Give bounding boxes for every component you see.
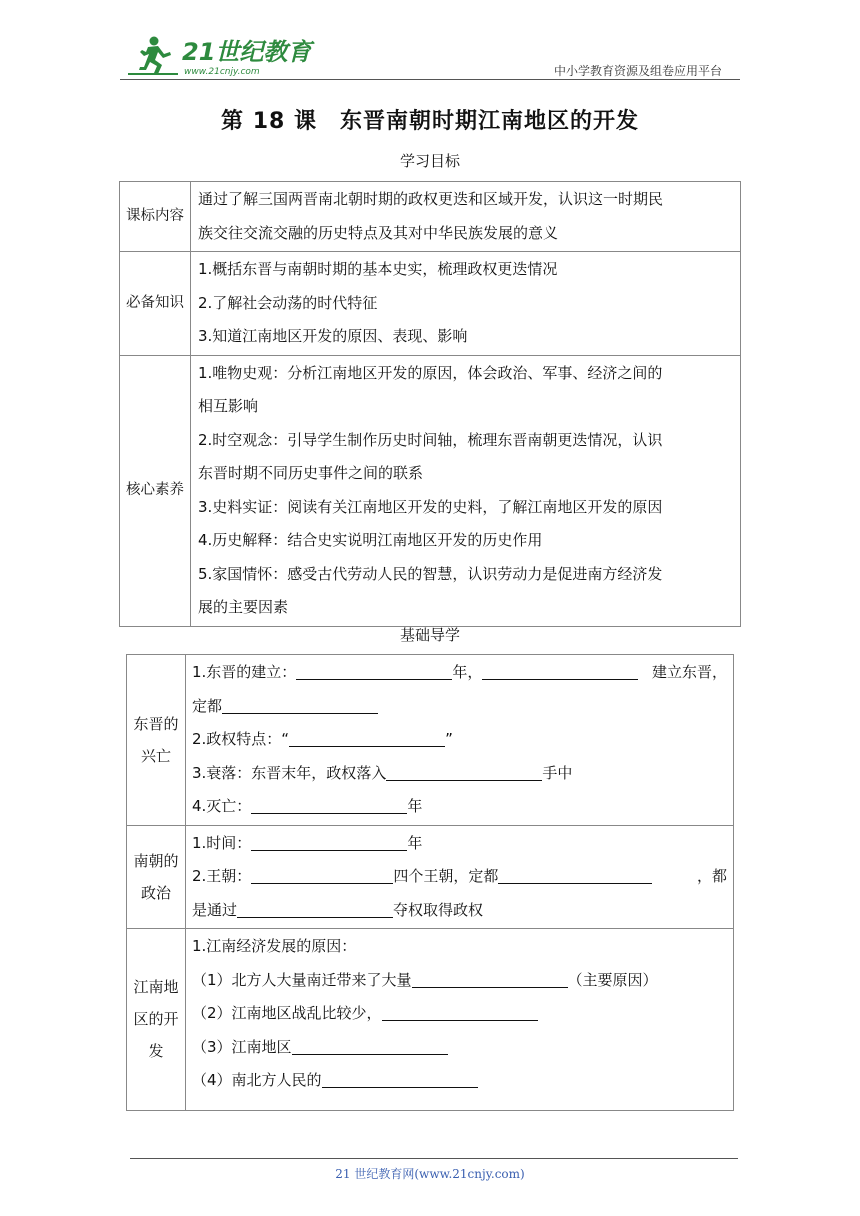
row-key: 核心素养: [120, 355, 191, 626]
label: ”: [445, 730, 453, 748]
label: 2.王朝：: [192, 867, 252, 885]
fill-blank[interactable]: [292, 1036, 448, 1055]
text-line: 3.知道江南地区开发的原因、表现、影响: [198, 327, 468, 345]
text-line: 东晋时期不同历史事件之间的联系: [198, 464, 424, 482]
logo-text: 21世纪教育: [182, 38, 312, 66]
table-row: [120, 355, 741, 626]
table-row: [120, 252, 741, 356]
row-key-text: 东晋的兴亡: [133, 714, 179, 765]
fill-blank[interactable]: [412, 969, 568, 988]
text-line: 5.家国情怀：感受古代劳动人民的智慧，认识劳动力是促进南方经济发: [198, 564, 663, 583]
fill-blank[interactable]: [222, 695, 378, 714]
text-line: [192, 723, 727, 757]
header-divider: [120, 79, 740, 80]
text-line: 族交往交流交融的历史特点及其对中华民族发展的意义: [198, 223, 559, 242]
label: （2）江南地区战乱比较少，: [192, 1004, 382, 1022]
section-heading-goals: 学习目标: [399, 152, 460, 170]
label: （4）南北方人民的: [192, 1071, 322, 1089]
row-key-text: 南朝的政治: [133, 851, 179, 902]
fill-blank[interactable]: [322, 1069, 478, 1088]
label: （主要原因）: [567, 970, 658, 989]
row-value: [191, 182, 741, 252]
label: 手中: [542, 763, 573, 782]
fill-blank[interactable]: [296, 661, 452, 680]
fill-blank[interactable]: [382, 1002, 538, 1021]
text-line: [192, 1064, 727, 1098]
text-line: 4.历史解释：结合史实说明江南地区开发的历史作用: [198, 531, 543, 549]
label: 定都: [192, 696, 223, 715]
label: ，都: [696, 867, 727, 885]
label: 3.衰落：东晋末年，政权落入: [192, 763, 387, 782]
row-key: [127, 655, 186, 826]
row-value: [186, 825, 734, 929]
label: 年: [407, 797, 423, 815]
row-key: [127, 825, 186, 929]
text-line: 通过了解三国两晋南北朝时期的政权更迭和区域开发，认识这一时期民: [198, 190, 664, 208]
fill-blank[interactable]: [251, 832, 407, 851]
text-line: [192, 997, 727, 1031]
label: 是通过: [192, 900, 238, 919]
text-line: 1.概括东晋与南朝时期的基本史实，梳理政权更迭情况: [198, 260, 558, 278]
text-line: [192, 894, 727, 928]
row-value: [186, 655, 734, 826]
label: 1.时间：: [192, 833, 252, 852]
label: 1.东晋的建立：: [192, 663, 297, 681]
row-key: 课标内容: [120, 182, 191, 252]
logo: [124, 34, 324, 78]
footer-divider: [130, 1158, 738, 1159]
table-row: [127, 929, 734, 1111]
text-line: [192, 790, 727, 824]
guide-table: [126, 654, 734, 1111]
goals-table: [119, 181, 741, 627]
row-value: [186, 929, 734, 1111]
label: 四个王朝，定都: [393, 867, 499, 885]
footer-link[interactable]: 21 世纪教育网(www.21cnjy.com): [335, 1167, 525, 1181]
text-line: 2.时空观念：引导学生制作历史时间轴，梳理东晋南朝更迭情况，认识: [198, 430, 663, 449]
row-key: [127, 929, 186, 1111]
row-value: [191, 355, 741, 626]
text-line: [192, 1031, 727, 1065]
page-header: [120, 30, 740, 82]
text-line: 1.唯物史观：分析江南地区开发的原因，体会政治、军事、经济之间的: [198, 363, 663, 382]
label: （3）江南地区: [192, 1037, 292, 1056]
text-line: 2.了解社会动荡的时代特征: [198, 293, 378, 312]
text-line: 1.江南经济发展的原因：: [192, 937, 357, 955]
table-row: [127, 655, 734, 826]
label: 夺权取得政权: [393, 900, 484, 919]
label: 2.政权特点：“: [192, 730, 290, 748]
text-line: [192, 827, 727, 861]
row-value: [191, 252, 741, 356]
fill-blank[interactable]: [289, 728, 445, 747]
lesson-title: 第 18 课 东晋南朝时期江南地区的开发: [221, 109, 639, 134]
text-line: [192, 757, 727, 791]
label: （1）北方人大量南迁带来了大量: [192, 970, 412, 989]
text-line: [192, 860, 727, 894]
runner-icon: [128, 37, 178, 75]
table-row: [120, 182, 741, 252]
label: 4.灭亡：: [192, 797, 252, 815]
label: 年，: [452, 663, 483, 681]
row-key: 必备知识: [120, 252, 191, 356]
text-line: 相互影响: [198, 397, 259, 415]
text-line: [192, 690, 727, 724]
fill-blank[interactable]: [237, 899, 393, 918]
text-line: 3.史料实证：阅读有关江南地区开发的史料，了解江南地区开发的原因: [198, 497, 663, 516]
row-key-text: 江南地区的开发: [133, 978, 179, 1061]
fill-blank[interactable]: [498, 865, 652, 884]
text-line: [192, 964, 727, 998]
fill-blank[interactable]: [251, 795, 407, 814]
text-line: [192, 656, 727, 690]
logo-url: www.21cnjy.com: [184, 67, 260, 77]
fill-blank[interactable]: [482, 661, 638, 680]
label: 年: [407, 833, 423, 852]
fill-blank[interactable]: [251, 865, 393, 884]
table-row: [127, 825, 734, 929]
fill-blank[interactable]: [386, 762, 542, 781]
platform-label: 中小学教育资源及组卷应用平台: [553, 64, 722, 78]
text-line: 展的主要因素: [198, 598, 289, 616]
label: 建立东晋，: [651, 663, 727, 681]
section-heading-guide: 基础导学: [399, 626, 460, 644]
